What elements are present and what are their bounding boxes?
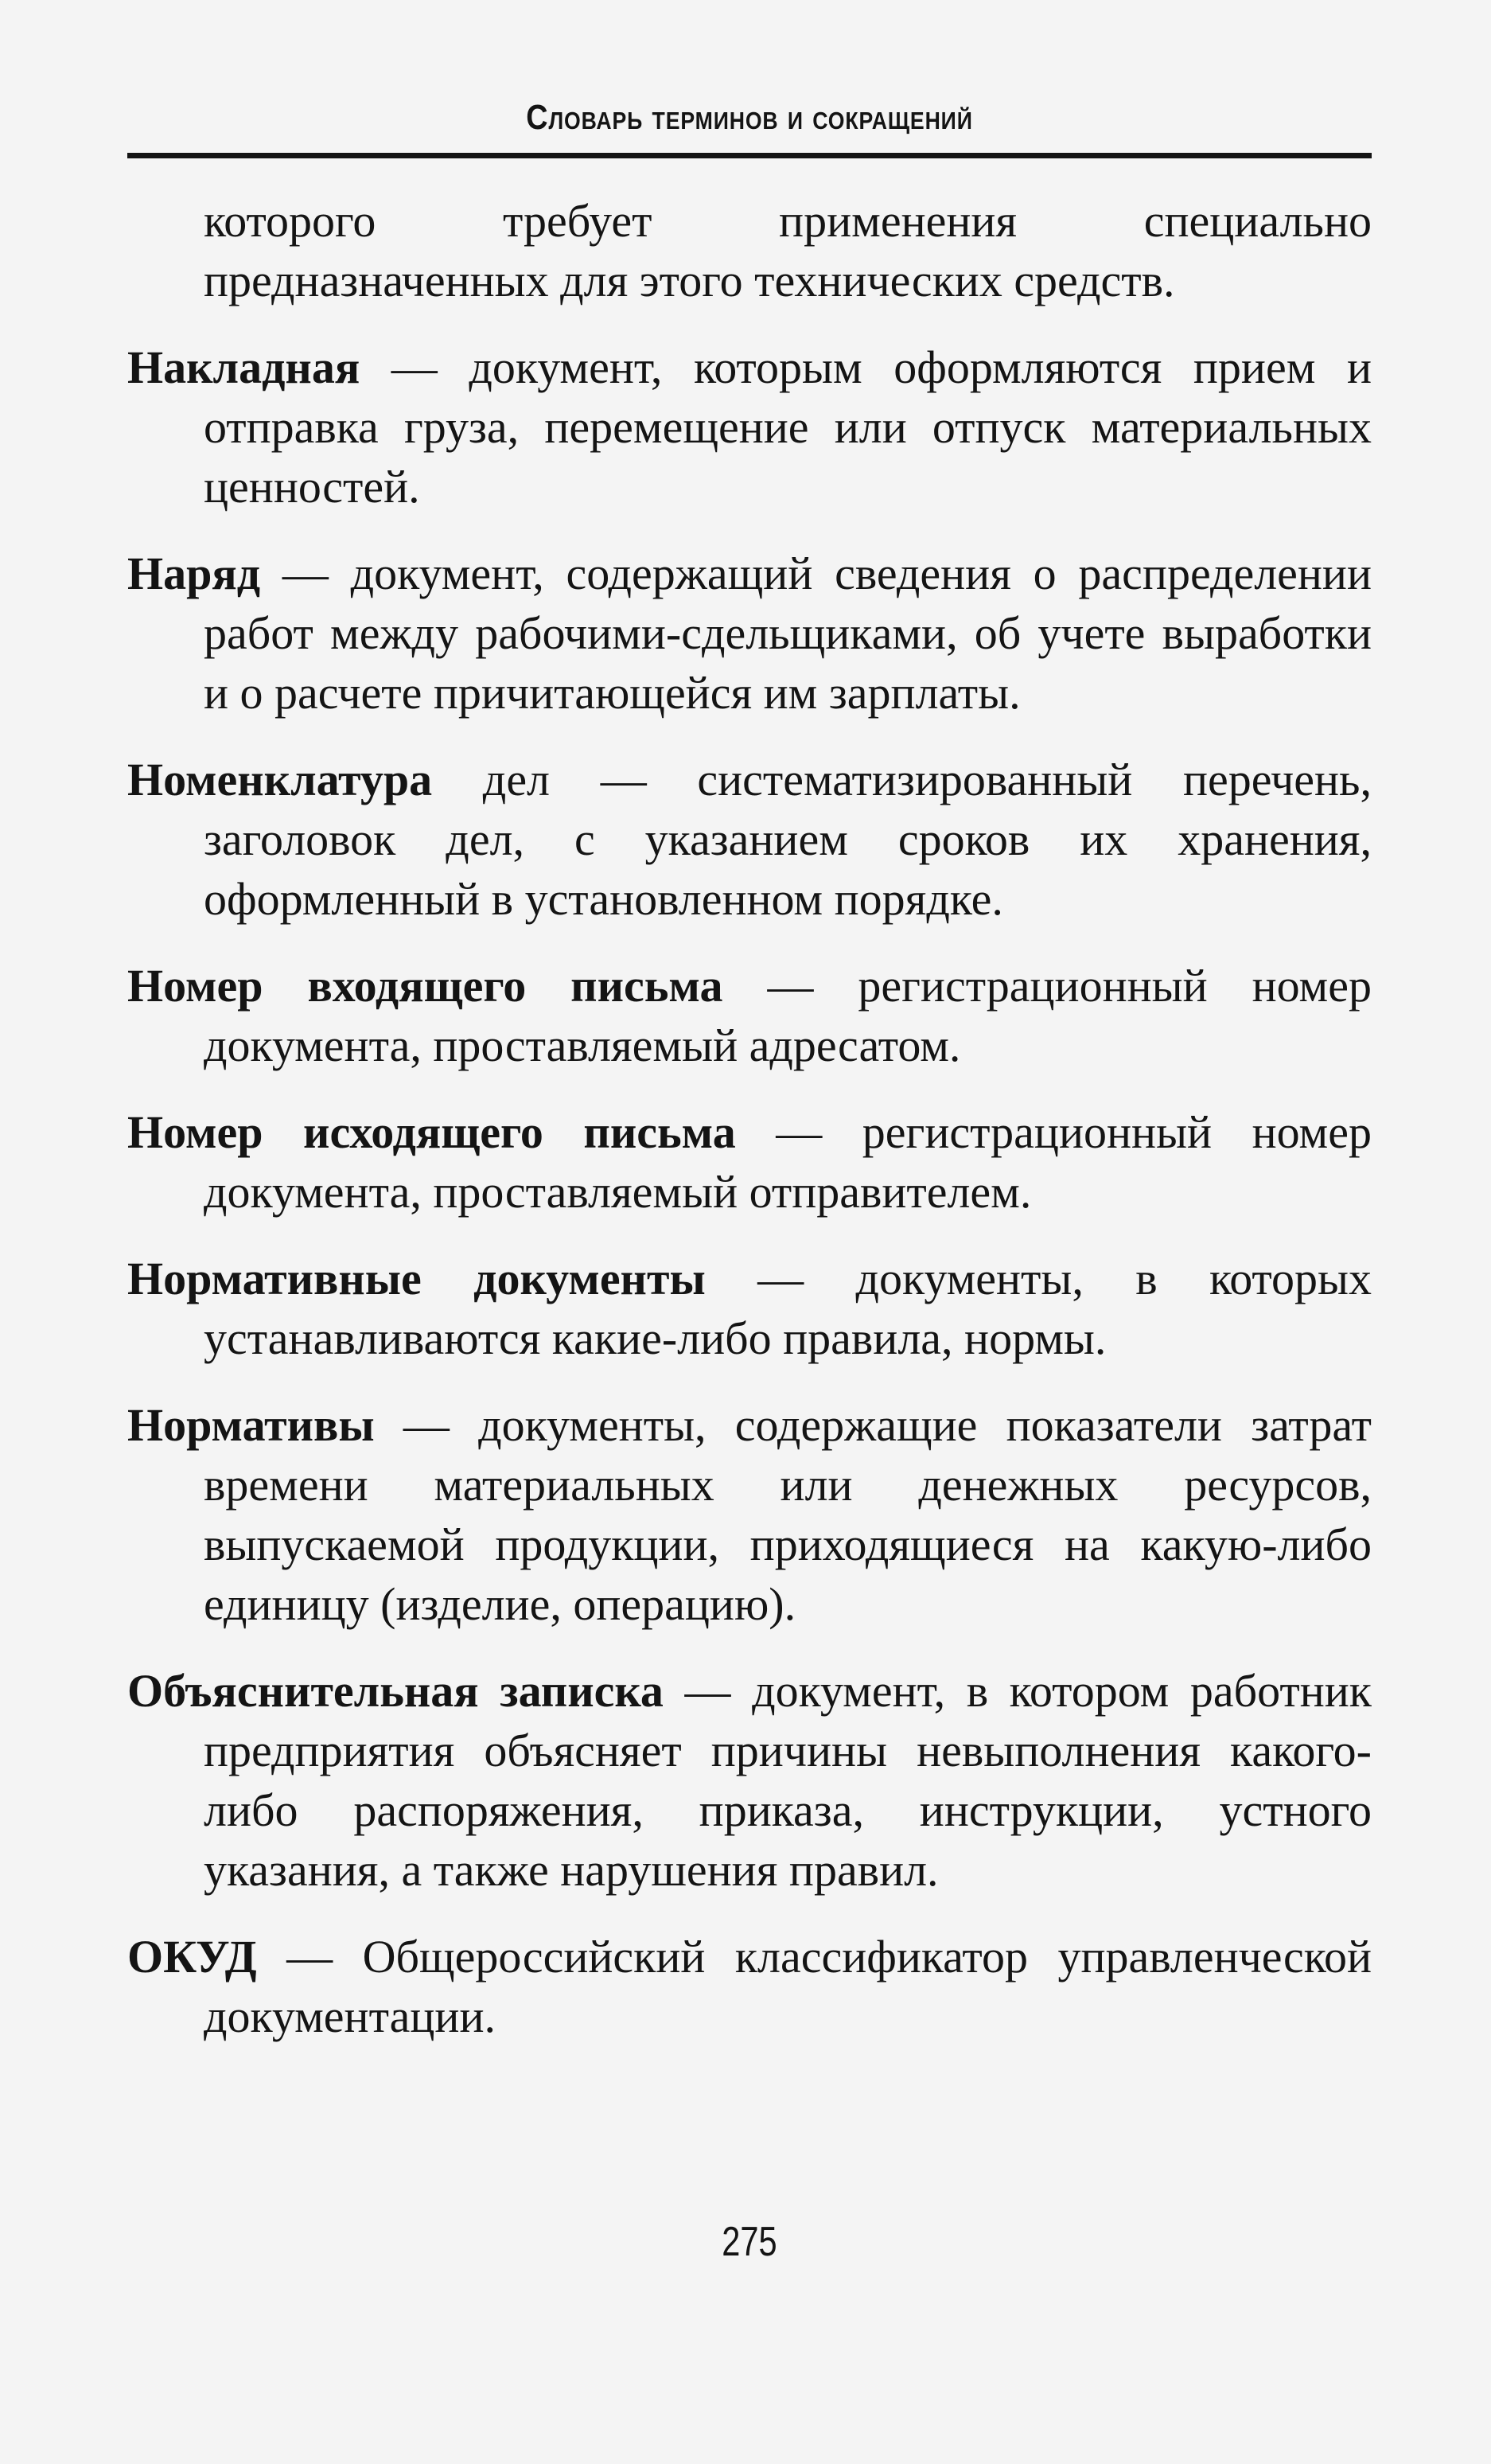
glossary-entry <box>127 1102 1372 1222</box>
entry-definition: — документ, содержащий сведения о распределении работ между рабочими-сдельщиками, об учете выработки и о расчете причитающейся им зарплаты. <box>204 548 1372 719</box>
entry-term: Номер исходящего письма <box>127 1106 736 1158</box>
glossary-entry <box>127 750 1372 929</box>
entry-term: Накладная <box>127 341 360 393</box>
entry-definition: — документ, в котором работник предприятия объясняет причины невыполнения какого-либо распоряжения, приказа, инструкции, устного указания, а также нарушения правил. <box>204 1665 1372 1896</box>
entry-term: Нормативные документы <box>127 1253 706 1304</box>
entry-term: Наряд <box>127 548 261 599</box>
entry-definition: — документы, в которых устанавливаются какие-либо правила, нормы. <box>204 1253 1372 1364</box>
glossary-entry <box>127 1927 1372 2046</box>
entry-term: ОКУД <box>127 1931 257 1983</box>
running-head: Словарь терминов и сокращений <box>526 98 973 137</box>
continuation-text: которого требует применения специально предназначенных для этого технических средств. <box>204 195 1372 306</box>
book-page <box>127 0 1372 2464</box>
glossary-entry <box>127 544 1372 723</box>
entry-definition: — документы, содержащие показатели затрат времени материальных или денежных ресурсов, выпускаемой продукции, приходящиеся на какую-либо единицу (изделие, операцию). <box>204 1399 1372 1630</box>
entry-term: Номер входящего письма <box>127 960 723 1012</box>
glossary-entry <box>127 337 1372 517</box>
glossary-entry <box>127 1395 1372 1634</box>
entry-definition: — регистрационный номер документа, проставляемый адресатом. <box>204 960 1372 1071</box>
entry-term: Номенклатура <box>127 754 433 805</box>
entry-definition: — регистрационный номер документа, проставляемый отправителем. <box>204 1106 1372 1218</box>
glossary-body <box>127 191 1372 2073</box>
entry-term: Объяснительная записка <box>127 1665 664 1717</box>
glossary-entry <box>127 1661 1372 1900</box>
entry-term: Нормативы <box>127 1399 375 1451</box>
entry-definition: — Общероссийский классификатор управленческой документации. <box>204 1931 1372 2042</box>
glossary-entry <box>127 1249 1372 1368</box>
entry-definition: дел — систематизированный перечень, заголовок дел, с указанием сроков их хранения, оформленный в установленном порядке. <box>204 754 1372 925</box>
glossary-entry <box>127 956 1372 1075</box>
header-rule <box>127 153 1372 158</box>
page-number: 275 <box>722 2219 777 2265</box>
entry-definition: — документ, которым оформляются прием и отправка груза, перемещение или отпуск материальных ценностей. <box>204 341 1372 513</box>
